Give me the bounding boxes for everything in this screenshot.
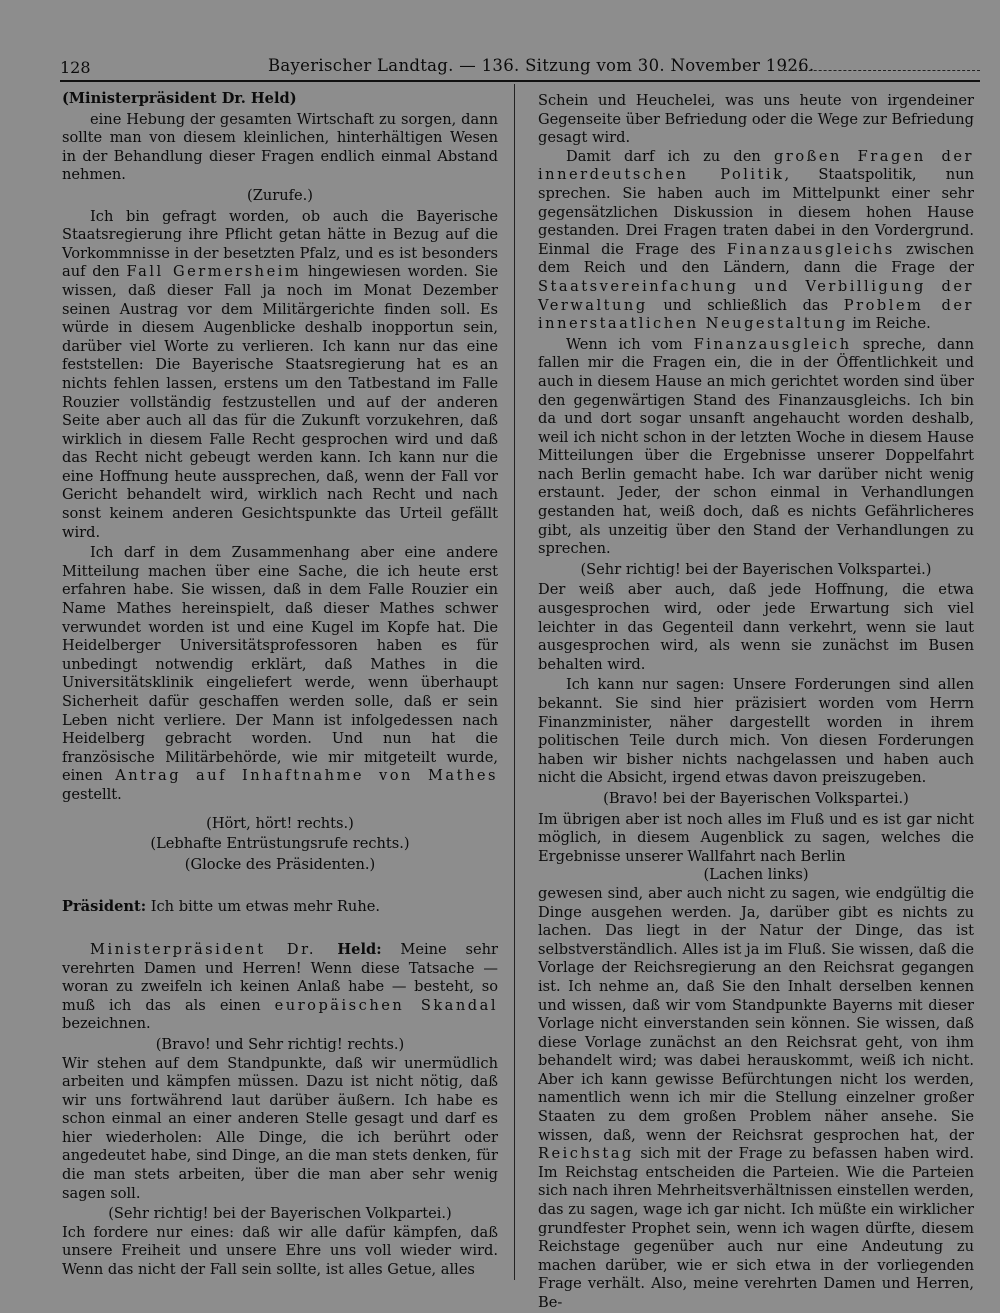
page-number: 128 xyxy=(60,58,91,77)
paragraph: gewesen sind, aber auch nicht zu sagen, wie endgültig die Dinge ausgehen werden. Ja, darüber gibt es nichts zu lachen. Das liegt in der Natur der Dinge, das ist selbstverständlich. Alles ist ja im Fluß. Sie wissen, daß die Vorlage der Reichsregierung an den Reichsrat gegangen ist. Ich nehme an, daß Sie den Inhalt derselben kennen und wissen, daß wir vom Standpunkte Bayerns mit dieser Vorlage nicht einverstanden sein können. Sie wissen, daß diese Vorlage zunächst an den Reichsrat geht, von ihm behandelt wird; was dabei herauskommt, weiß ich nicht. Aber ich kann gewisse Befürchtungen nicht los werden, namentlich wenn ich mir die Stellung einzelner großer Staaten zu dem großen Problem näher ansehe. Sie wissen, daß, wenn der Reichsrat gesprochen hat, der Reichstag sich mit der Frage zu befassen haben wird. Im Reichstag entscheiden die Parteien. Wie die Parteien sich nach ihren Mehrheitsverhältnissen einstellen werden, das zu sagen, wage ich gar nicht. Ich müßte ein wirklicher grundfester Prophet sein, wenn ich wagen dürfte, diesem Reichstage gegenüber auch nur eine Andeutung zu machen darüber, wie er sich etwa in der vorliegenden Frage verhält. Also, meine verehrten Damen und Herren, Be- xyxy=(538,884,974,1311)
paragraph: Im übrigen aber ist noch alles im Fluß und es ist gar nicht möglich, in diesem Augenblick zu sagen, welches die Ergebnisse unserer Wallfahrt nach Berlin xyxy=(538,810,974,865)
paragraph: Damit darf ich zu den großen Fragen der innerdeutschen Politik, Staatspolitik, nun sprechen. Sie haben auch im Mittelpunkt einer sehr gegensätzlichen Diskussion in diesem hohen Hause gestanden. Drei Fragen traten dabei in den Vordergrund. Einmal die Frage des Finanzausgleichs zwischen dem Reich und den Ländern, dann die Frage der Staatsvereinfachung und Verbilligung der Verwaltung und schließlich das Problem der innerstaatlichen Neugestaltung im Reiche. xyxy=(538,147,975,333)
left-column xyxy=(62,90,498,1280)
paragraph: Ministerpräsident Dr. Held: Meine sehr verehrten Damen und Herren! Wenn diese Tatsache — woran zu zweifeln ich keinen Anlaß habe — besteht, so muß ich das als einen europäischen Skandal bezeichnen. xyxy=(62,940,498,1033)
interjection: (Sehr richtig! bei der Bayerischen Volkspartei.) xyxy=(580,560,932,578)
interjection: (Bravo! und Sehr richtig! rechts.) xyxy=(155,1035,405,1053)
paragraph: Der weiß aber auch, daß jede Hoffnung, die etwa ausgesprochen wird, oder jede Erwartung sich viel leichter in das Gegenteil dann verkehrt, wenn sie laut ausgesprochen wird, als wenn sie zunächst im Busen behalten wird. xyxy=(538,581,974,673)
paragraph: Ich darf in dem Zusammenhang aber eine andere Mitteilung machen über eine Sache, die ich heute erst erfahren habe. Sie wissen, daß in dem Falle Rouzier ein Name Mathes hereinspielt, daß dieser Mathes schwer verwundet worden ist und eine Kugel im Kopfe hat. Die Heidelberger Universitätsprofessoren haben es für unbedingt notwendig erklärt, daß Mathes in die Universitätsklinik eingeliefert werde, wenn überhaupt Sicherheit dafür geschaffen werden solle, daß er sein Leben nicht verliere. Der Mann ist infolgedessen nach Heidelberg gebracht worden. Und nun hat die französische Militärbehörde, wie mir mitgeteilt wurde, einen Antrag auf Inhaftnahme von Mathes gestellt. xyxy=(62,544,498,803)
header-rule-decoration xyxy=(784,70,980,71)
interjection: (Zurufe.) xyxy=(247,186,313,204)
interjection: (Lachen links) xyxy=(703,866,809,884)
paragraph: Ich kann nur sagen: Unsere Forderungen sind allen bekannt. Sie sind hier präzisiert worden vom Herrn Finanzminister, näher dargestellt worden in ihrem politischen Teile durch mich. Von diesen Forderungen haben wir bisher nichts nachgelassen und haben auch nicht die Absicht, irgend etwas davon preiszugeben. xyxy=(538,676,974,787)
speaker-name: Held: xyxy=(337,940,382,958)
speaker-tag: (Ministerpräsident Dr. Held) xyxy=(62,90,297,107)
paragraph: Schein und Heuchelei, was uns heute von irgendeiner Gegenseite über Befriedung oder die Wege zur Befriedung gesagt wird. xyxy=(538,92,974,147)
paragraph: eine Hebung der gesamten Wirtschaft zu sorgen, dann sollte man von diesem kleinlichen, hinterhältigen Wesen in der Behandlung dieser Fragen endlich einmal Abstand nehmen. xyxy=(62,110,498,184)
paragraph: Wenn ich vom Finanzausgleich spreche, dann fallen mir die Fragen ein, die in der Öffentlichkeit und auch in diesem Hause an mich gerichtet worden sind über den gegenwärtigen Stand des Finanzausgleichs. Ich bin da und dort sogar unsanft angehaucht worden deshalb, weil ich nicht schon in der letzten Woche in diesem Hause Mitteilungen über die Ergebnisse unserer Doppelfahrt nach Berlin gemacht habe. Ich war darüber nicht wenig erstaunt. Jeder, der schon einmal in Verhandlungen gestanden hat, weiß doch, daß es nichts Gefährlicheres gibt, als unzeitig über den Stand der Verhandlungen zu sprechen. xyxy=(538,335,974,558)
interjection: (Hört, hört! rechts.) xyxy=(206,814,354,832)
interjection: (Lebhafte Entrüstungsrufe rechts.) xyxy=(150,835,410,853)
interjection: (Bravo! bei der Bayerischen Volkspartei.) xyxy=(603,789,909,807)
interjection: (Sehr richtig! bei der Bayerischen Volkpartei.) xyxy=(108,1205,452,1223)
interjection: (Glocke des Präsidenten.) xyxy=(184,855,376,873)
page-header xyxy=(60,50,980,82)
speaker-name: Präsident: xyxy=(62,898,147,916)
paragraph: Ich bin gefragt worden, ob auch die Bayerische Staatsregierung ihre Pflicht getan hätte in Bezug auf die Vorkommnisse in der besetzten Pfalz, und es ist besonders auf den Fall Germersheim hingewiesen worden. Sie wissen, daß dieser Fall ja noch im Monat Dezember seinen Austrag vor dem Militärgerichte finden soll. Es würde in diesem Augenblicke deshalb inopportun sein, darüber viel Worte zu verlieren. Ich kann nur das eine feststellen: Die Bayerische Staatsregierung hat es an nichts fehlen lassen, erstens um den Tatbestand im Falle Rouzier vollständig festzustellen und auf der anderen Seite aber auch all das für die Zukunft vorzukehren, daß wirklich in diesem Falle Recht gesprochen wird und daß das Recht nicht gebeugt werden kann. Ich kann nur die eine Hoffnung heute aussprechen, daß, wenn der Fall vor Gericht behandelt wird, wirklich nach Recht und nach sonst keinem anderen Gesichtspunkte das Urteil gefällt wird. xyxy=(62,207,498,541)
paragraph: Wir stehen auf dem Standpunkte, daß wir unermüdlich arbeiten und kämpfen müssen. Dazu ist nicht nötig, daß wir uns fortwährend laut darüber äußern. Ich habe es schon einmal an einer anderen Stelle gesagt und darf es hier wiederholen: Alle Dinge, die ich berührt oder angedeutet habe, sind Dinge, an die man stets denken, für die man stets arbeiten, über die man aber sehr wenig sagen soll. xyxy=(62,1054,498,1202)
right-column xyxy=(538,92,974,1313)
column-divider xyxy=(514,84,515,1280)
running-title: Bayerischer Landtag. — 136. Sitzung vom 30. November 1926. xyxy=(268,56,815,75)
paragraph: Präsident: Ich bitte um etwas mehr Ruhe. xyxy=(62,898,380,916)
paragraph: Ich fordere nur eines: daß wir alle dafür kämpfen, daß unsere Freiheit und unsere Ehre uns voll wieder wird. Wenn das nicht der Fall sein sollte, ist alles Getue, alles xyxy=(62,1223,498,1279)
